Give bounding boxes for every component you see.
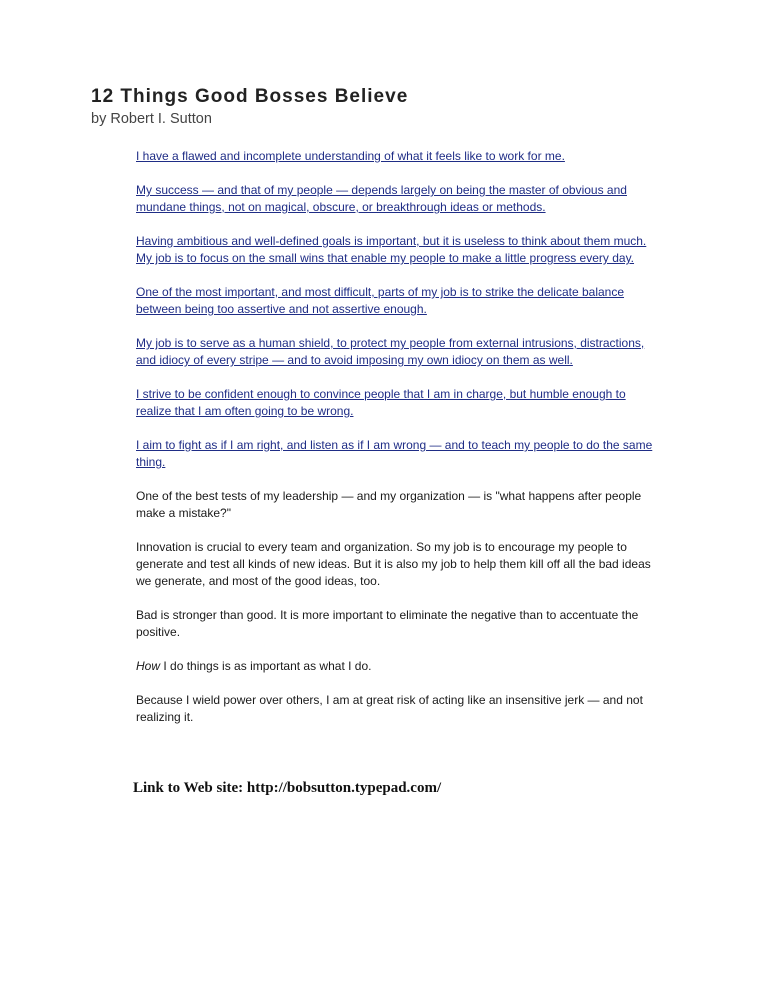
belief-line[interactable]: realize that I am often going to be wrong. [136, 404, 354, 418]
author-byline: by Robert I. Sutton [91, 111, 212, 127]
belief-line: Innovation is crucial to every team and organization. So my job is to encourage my people to [136, 540, 627, 554]
belief-line[interactable]: and idiocy of every stripe — and to avoid imposing my own idiocy on them as well. [136, 353, 573, 367]
belief-line[interactable]: My job is to serve as a human shield, to protect my people from external intrusions, distractions, [136, 336, 645, 350]
belief-line[interactable]: between being too assertive and not assertive enough. [136, 302, 427, 316]
belief-line[interactable]: I aim to fight as if I am right, and listen as if I am wrong — and to teach my people to do the same [136, 438, 653, 452]
belief-line[interactable]: My job is to focus on the small wins that enable my people to make a little progress every day. [136, 251, 635, 265]
belief-item-11 [136, 658, 696, 675]
beliefs-list [136, 148, 696, 726]
belief-line: One of the best tests of my leadership — and my organization — is "what happens after people [136, 489, 642, 503]
belief-line[interactable]: mundane things, not on magical, obscure, or breakthrough ideas or methods. [136, 200, 546, 214]
belief-line[interactable]: I have a flawed and incomplete understanding of what it feels like to work for me. [136, 149, 565, 163]
belief-item-8 [136, 488, 696, 522]
belief-line: we generate, and most of the good ideas, too. [136, 574, 381, 588]
emphasis-word: How [136, 659, 161, 673]
belief-line[interactable]: My success — and that of my people — depends largely on being the master of obvious and [136, 183, 627, 197]
belief-line: Because I wield power over others, I am at great risk of acting like an insensitive jerk — and not [136, 693, 643, 707]
belief-line: generate and test all kinds of new ideas. But it is also my job to help them kill off all the bad ideas [136, 557, 651, 571]
belief-line: positive. [136, 625, 181, 639]
belief-item-2[interactable] [136, 182, 696, 216]
belief-line: make a mistake?" [136, 506, 231, 520]
belief-line: Bad is stronger than good. It is more important to eliminate the negative than to accentuate the [136, 608, 639, 622]
belief-line[interactable]: Having ambitious and well-defined goals is important, but it is useless to think about them much. [136, 234, 647, 248]
belief-item-4[interactable] [136, 284, 696, 318]
belief-line [136, 658, 696, 675]
belief-item-10 [136, 607, 696, 641]
belief-item-5[interactable] [136, 335, 696, 369]
belief-line[interactable]: One of the most important, and most difficult, parts of my job is to strike the delicate balance [136, 285, 625, 299]
belief-item-12 [136, 692, 696, 726]
belief-line[interactable]: thing. [136, 455, 166, 469]
belief-line-rest: I do things is as important as what I do. [160, 659, 372, 673]
belief-item-1[interactable] [136, 148, 696, 165]
belief-line: realizing it. [136, 710, 194, 724]
web-site-link[interactable]: Link to Web site: http://bobsutton.typepad.com/ [133, 780, 442, 796]
belief-item-3[interactable] [136, 233, 696, 267]
belief-item-6[interactable] [136, 386, 696, 420]
page-title: 12 Things Good Bosses Believe [91, 86, 409, 107]
belief-item-9 [136, 539, 696, 590]
belief-item-7[interactable] [136, 437, 696, 471]
belief-line[interactable]: I strive to be confident enough to convince people that I am in charge, but humble enough to [136, 387, 626, 401]
